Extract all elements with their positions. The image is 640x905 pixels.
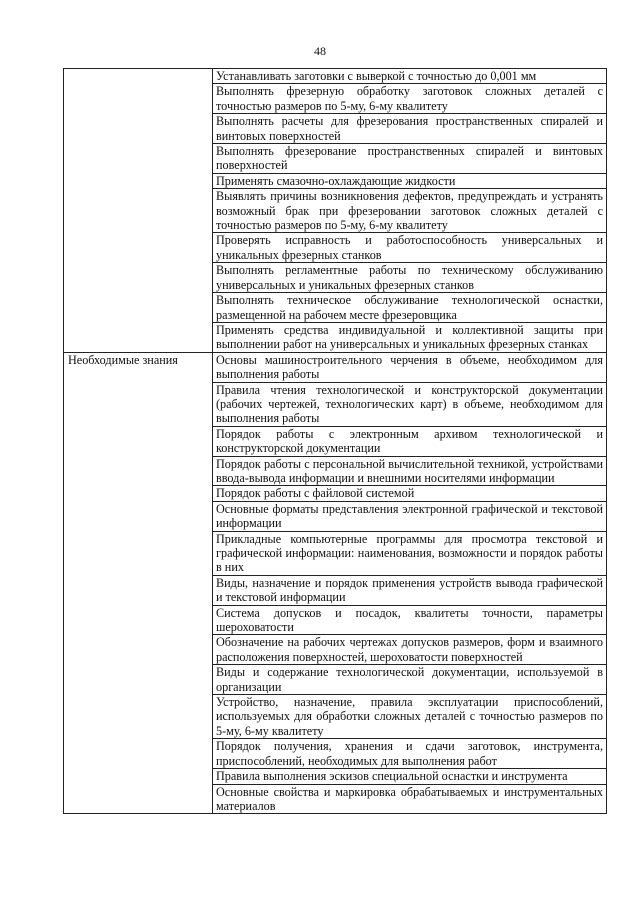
table-row (64, 352, 607, 382)
table-row (64, 69, 607, 84)
requirement-text: Выполнять фрезерование пространственных спиралей и винтовых поверхностей (213, 144, 607, 174)
requirement-text: Виды, назначение и порядок применения устройств вывода графической и текстовой информации (213, 575, 607, 605)
requirement-text: Прикладные компьютерные программы для просмотра текстовой и графической информации: наименования, возможности и порядок работы в них (213, 531, 607, 575)
requirement-text: Система допусков и посадок, квалитеты точности, параметры шероховатости (213, 605, 607, 635)
requirement-text: Выполнять регламентные работы по техническому обслуживанию универсальных и уникальных фрезерных станков (213, 263, 607, 293)
category-cell (64, 69, 213, 353)
requirement-text: Порядок получения, хранения и сдачи заготовок, инструмента, приспособлений, необходимых для выполнения работ (213, 739, 607, 769)
requirement-text: Основные свойства и маркировка обрабатываемых и инструментальных материалов (213, 784, 607, 814)
requirement-text: Правила чтения технологической и конструкторской документации (рабочих чертежей, технологических карт) в объеме, необходимом для выполнения работы (213, 382, 607, 426)
requirement-text: Порядок работы с электронным архивом технологической и конструкторской документации (213, 426, 607, 456)
requirement-text: Применять смазочно-охлаждающие жидкости (213, 173, 607, 188)
requirement-text: Основные форматы представления электронной графической и текстовой информации (213, 501, 607, 531)
requirement-text: Порядок работы с файловой системой (213, 486, 607, 501)
requirement-text: Устройство, назначение, правила эксплуатации приспособлений, используемых для обработки сложных деталей с точностью размеров по 5-му, 6-му квалитету (213, 695, 607, 739)
requirement-text: Проверять исправность и работоспособность универсальных и уникальных фрезерных станков (213, 233, 607, 263)
requirement-text: Выполнять расчеты для фрезерования пространственных спиралей и винтовых поверхностей (213, 114, 607, 144)
requirements-table-body (64, 69, 607, 814)
category-label: Необходимые знания (68, 352, 178, 367)
requirements-table (63, 68, 607, 814)
requirement-text: Выполнять фрезерную обработку заготовок сложных деталей с точностью размеров по 5-му, 6-му квалитету (213, 84, 607, 114)
page-number: 48 (314, 44, 326, 58)
requirement-text: Виды и содержание технологической документации, используемой в организации (213, 665, 607, 695)
requirement-text: Правила выполнения эскизов специальной оснастки и инструмента (213, 769, 607, 784)
requirement-text: Выполнять техническое обслуживание технологической оснастки, размещенной на рабочем месте фрезеровщика (213, 293, 607, 323)
requirement-text: Выявлять причины возникновения дефектов, предупреждать и устранять возможный брак при фрезеровании заготовок сложных деталей с точностью размеров по 5-му, 6-му квалитету (213, 189, 607, 233)
requirement-text: Основы машиностроительного черчения в объеме, необходимом для выполнения работы (213, 352, 607, 382)
requirement-text: Порядок работы с персональной вычислительной техникой, устройствами ввода-вывода информации и внешними носителями информации (213, 456, 607, 486)
requirement-text: Устанавливать заготовки с выверкой с точностью до 0,001 мм (213, 69, 607, 84)
category-cell (64, 352, 213, 814)
requirement-text: Обозначение на рабочих чертежах допусков размеров, форм и взаимного расположения поверхностей, шероховатости поверхностей (213, 635, 607, 665)
requirement-text: Применять средства индивидуальной и коллективной защиты при выполнении работ на универсальных и уникальных фрезерных станках (213, 322, 607, 352)
